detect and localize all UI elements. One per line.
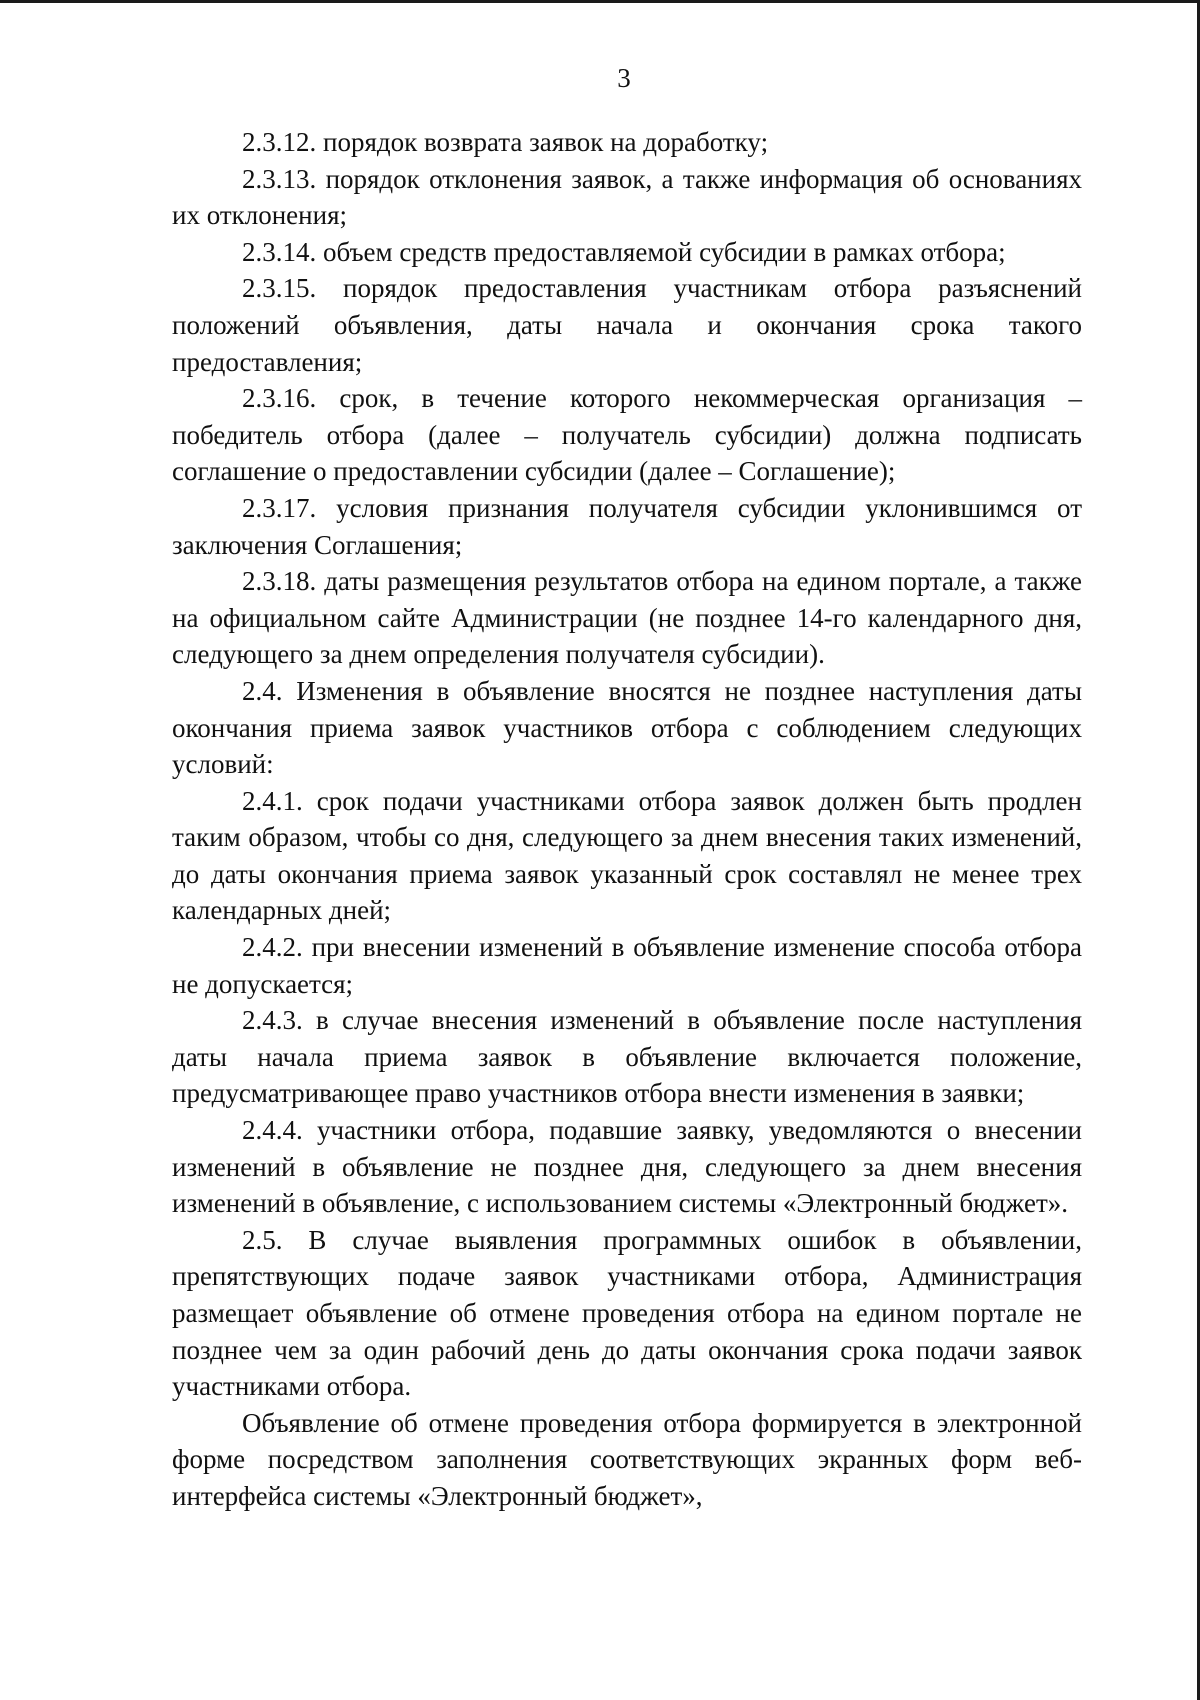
paragraph-2-3-14: 2.3.14. объем средств предоставляемой субсидии в рамках отбора; xyxy=(242,236,1006,267)
paragraph-2-3-17: 2.3.17. условия признания получателя субсидии уклонившимся от заключения Соглашения; xyxy=(172,492,1082,560)
paragraph-2-3-12: 2.3.12. порядок возврата заявок на доработку; xyxy=(242,127,769,157)
page-number: 3 xyxy=(617,63,631,93)
paragraph-2-3-18: 2.3.18. даты размещения результатов отбора на едином портале, а также на официальном сайте Администрации (не позднее 14-го календарного дня, следующего за днем определения получателя субсидии). xyxy=(172,566,1082,670)
paragraph-2-4-3: 2.4.3. в случае внесения изменений в объявление после наступления даты начала приема заявок в объявление включается положение, предусматривающее право участников отбора внести изменения в заявки; xyxy=(172,1005,1082,1109)
paragraph-2-3-13: 2.3.13. порядок отклонения заявок, а также информация об основаниях их отклонения; xyxy=(172,163,1082,231)
page-border-top xyxy=(0,0,1200,3)
document-body xyxy=(172,124,1082,1515)
paragraph-2-3-16: 2.3.16. срок, в течение которого некоммерческая организация – победитель отбора (далее – получатель субсидии) должна подписать соглашение о предоставлении субсидии (далее – Соглашение); xyxy=(172,383,1082,487)
paragraph-2-4-4: 2.4.4. участники отбора, подавшие заявку, уведомляются о внесении изменений в объявление не позднее дня, следующего за днем внесения изменений в объявление, с использованием системы «Электронный бюджет». xyxy=(172,1115,1082,1219)
paragraph-2-4: 2.4. Изменения в объявление вносятся не позднее наступления даты окончания приема заявок участников отбора с соблюдением следующих условий: xyxy=(172,675,1082,780)
paragraph-2-3-15: 2.3.15. порядок предоставления участникам отбора разъяснений положений объявления, даты начала и окончания срока такого предоставления; xyxy=(172,273,1082,377)
paragraph-2-5: 2.5. В случае выявления программных ошибок в объявлении, препятствующих подаче заявок участниками отбора, Администрация размещает объявление об отмене проведения отбора на едином портале не позднее чем за один рабочий день до даты окончания срока подачи заявок участниками отбора. xyxy=(172,1224,1082,1402)
paragraph-cancellation-notice: Объявление об отмене проведения отбора формируется в электронной форме посредством заполнения соответствующих экранных форм веб-интерфейса системы «Электронный бюджет», xyxy=(172,1407,1082,1511)
paragraph-2-4-1: 2.4.1. срок подачи участниками отбора заявок должен быть продлен таким образом, чтобы со дня, следующего за днем внесения таких изменений, до даты окончания приема заявок указанный срок составлял не менее трех календарных дней; xyxy=(172,785,1082,926)
paragraph-2-4-2: 2.4.2. при внесении изменений в объявление изменение способа отбора не допускается; xyxy=(172,932,1082,999)
